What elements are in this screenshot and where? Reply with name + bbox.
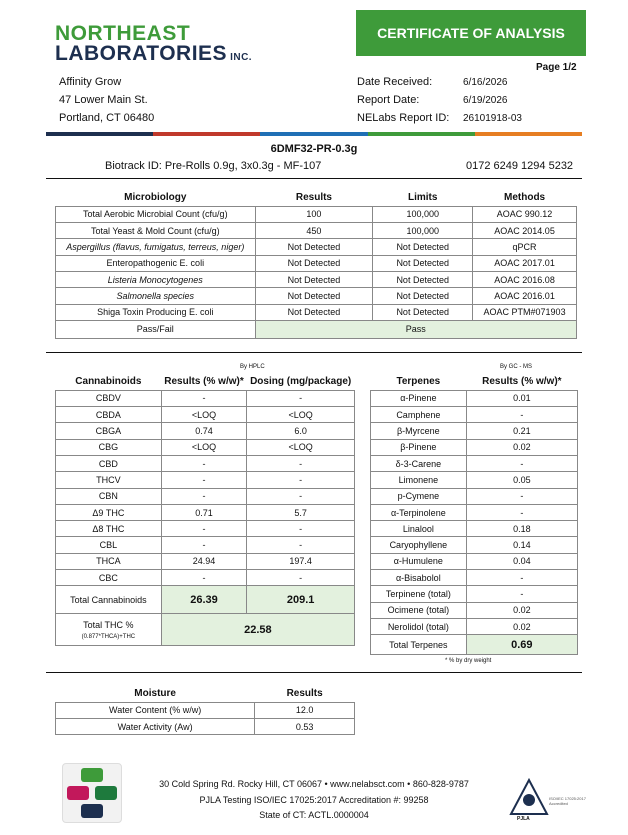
result-cell: 0.53 [255, 719, 355, 735]
table-row [371, 390, 578, 406]
col-header: Moisture [134, 688, 176, 700]
footer-state-license: State of CT: ACTL.0000004 [259, 810, 369, 820]
color-bar [46, 132, 582, 136]
logo-laboratories-text: LABORATORIES [55, 42, 228, 65]
result-cell: 100 [255, 206, 373, 222]
result-cell: - [161, 455, 247, 471]
dosing-cell: 6.0 [247, 423, 355, 439]
table-row [56, 423, 355, 439]
table-row [371, 488, 578, 504]
table-row [371, 423, 578, 439]
terpenes-table [370, 374, 578, 655]
table-header-row [56, 190, 577, 206]
sample-id: 6DMF32-PR-0.3g [270, 143, 358, 155]
col-header: Results (% w/w)* [482, 376, 562, 388]
dry-weight-footnote: * % by dry weight [445, 658, 492, 664]
method-cell: AOAC 2014.05 [473, 223, 577, 239]
table-row [56, 488, 355, 504]
result-cell: Not Detected [255, 271, 373, 287]
terpene-name-cell: Linalool [371, 521, 467, 537]
result-cell: Not Detected [255, 239, 373, 255]
method-cell: AOAC 2016.01 [473, 288, 577, 304]
iso-mark: ISO/IEC 17025:2017 Accredited [549, 796, 586, 806]
moisture-table [55, 686, 355, 735]
result-cell: 24.94 [161, 553, 247, 569]
test-name-cell: Aspergillus (flavus, fumigatus, terreus, niger) [56, 239, 256, 255]
client-name: Affinity Grow [59, 76, 122, 88]
dosing-cell: 5.7 [247, 504, 355, 520]
test-name-cell: Salmonella species [56, 288, 256, 304]
result-cell: 12.0 [255, 702, 355, 718]
client-address2: Portland, CT 06480 [59, 112, 155, 124]
result-cell: - [466, 570, 577, 586]
terpene-name-cell: Ocimene (total) [371, 602, 467, 618]
result-cell: - [466, 586, 577, 602]
total-cannabinoids-row [56, 586, 355, 614]
pass-fail-row [56, 320, 577, 338]
test-name-cell: Shiga Toxin Producing E. coli [56, 304, 256, 320]
test-name-cell: Total Yeast & Mold Count (cfu/g) [56, 223, 256, 239]
table-row [371, 602, 578, 618]
date-received-value: 6/16/2026 [463, 77, 508, 88]
dosing-cell: <LOQ [247, 439, 355, 455]
table-row [56, 455, 355, 471]
result-cell: 0.04 [466, 553, 577, 569]
logo-inc: INC. [230, 52, 253, 63]
color-bar-segment [46, 132, 153, 136]
limit-cell: Not Detected [373, 239, 473, 255]
col-header: Limits [407, 192, 438, 204]
col-header: Results [295, 192, 332, 204]
test-name-cell: Listeria Monocytogenes [56, 271, 256, 287]
result-cell: 0.02 [466, 439, 577, 455]
report-id-label: NELabs Report ID: [357, 112, 450, 124]
result-cell: - [161, 390, 247, 406]
col-header: Microbiology [124, 192, 187, 204]
total-cannabinoids-label: Total Cannabinoids [56, 586, 162, 614]
result-cell: 0.71 [161, 504, 247, 520]
terpene-name-cell: Camphene [371, 407, 467, 423]
table-row [56, 271, 577, 287]
result-cell: - [466, 504, 577, 520]
moisture-test-cell: Water Content (% w/w) [56, 702, 255, 718]
table-row [371, 553, 578, 569]
test-name-cell: Total Aerobic Microbial Count (cfu/g) [56, 206, 256, 222]
cannabinoid-name-cell: Δ9 THC [56, 504, 162, 520]
result-cell: 0.18 [466, 521, 577, 537]
logo-laboratories [55, 42, 252, 66]
result-cell: 0.01 [466, 390, 577, 406]
test-name-cell: Enteropathogenic E. coli [56, 255, 256, 271]
result-cell: - [466, 455, 577, 471]
result-cell: 0.05 [466, 472, 577, 488]
col-header: Terpenes [396, 376, 441, 388]
total-thc-label [56, 614, 162, 646]
limit-cell: Not Detected [373, 271, 473, 287]
table-row [371, 439, 578, 455]
cannabinoid-name-cell: THCA [56, 553, 162, 569]
total-cannabinoids-result: 26.39 [161, 586, 247, 614]
total-terpenes-value: 0.69 [466, 635, 577, 655]
result-cell: 0.02 [466, 618, 577, 634]
terpene-name-cell: δ-3-Carene [371, 455, 467, 471]
total-thc-formula: (0.877*THCA)+THC [81, 633, 136, 640]
dosing-cell: - [247, 488, 355, 504]
terpene-name-cell: p-Cymene [371, 488, 467, 504]
terpene-name-cell: α-Bisabolol [371, 570, 467, 586]
cannabinoid-name-cell: CBDV [56, 390, 162, 406]
result-cell: 450 [255, 223, 373, 239]
table-header-row [56, 374, 355, 390]
table-row [371, 472, 578, 488]
table-row [56, 439, 355, 455]
table-row [56, 206, 577, 222]
limit-cell: Not Detected [373, 304, 473, 320]
result-cell: - [466, 407, 577, 423]
cannabinoids-table [55, 374, 355, 646]
table-row [56, 255, 577, 271]
color-bar-segment [368, 132, 475, 136]
result-cell: - [466, 488, 577, 504]
table-row [371, 537, 578, 553]
table-row [56, 537, 355, 553]
table-row [371, 455, 578, 471]
result-cell: - [161, 570, 247, 586]
table-header-row [371, 374, 578, 390]
table-row [56, 570, 355, 586]
col-header: Dosing (mg/package) [250, 376, 352, 388]
page-number: Page 1/2 [536, 62, 577, 73]
result-cell: Not Detected [255, 304, 373, 320]
result-cell: 0.21 [466, 423, 577, 439]
report-date-label: Report Date: [357, 94, 420, 106]
terpene-name-cell: α-Terpinolene [371, 504, 467, 520]
table-row [371, 586, 578, 602]
result-cell: <LOQ [161, 439, 247, 455]
result-cell: 0.74 [161, 423, 247, 439]
limit-cell: 100,000 [373, 223, 473, 239]
footer-address: 30 Cold Spring Rd. Rocky Hill, CT 06067 • www.nelabsct.com • 860-828-9787 [159, 779, 469, 789]
table-row [56, 521, 355, 537]
table-row [371, 407, 578, 423]
table-row [56, 288, 577, 304]
result-cell: - [161, 488, 247, 504]
result-cell: Not Detected [255, 255, 373, 271]
col-header: Results [286, 688, 323, 700]
result-cell: - [161, 537, 247, 553]
terpene-name-cell: α-Pinene [371, 390, 467, 406]
table-row [56, 702, 355, 718]
divider [46, 672, 582, 673]
limit-cell: Not Detected [373, 288, 473, 304]
total-terpenes-row [371, 635, 578, 655]
terpene-name-cell: Limonene [371, 472, 467, 488]
col-header: Cannabinoids [75, 376, 142, 388]
table-row [56, 553, 355, 569]
method-cell: qPCR [473, 239, 577, 255]
table-row [371, 521, 578, 537]
cannabinoid-name-cell: CBGA [56, 423, 162, 439]
cannabinoid-name-cell: CBC [56, 570, 162, 586]
result-cell: 0.02 [466, 602, 577, 618]
cannabinoid-name-cell: THCV [56, 472, 162, 488]
color-bar-segment [260, 132, 367, 136]
dosing-cell: <LOQ [247, 407, 355, 423]
result-cell: Not Detected [255, 288, 373, 304]
pjla-accreditation-logo [505, 774, 591, 824]
result-cell: 0.14 [466, 537, 577, 553]
terpene-name-cell: Terpinene (total) [371, 586, 467, 602]
report-id-value: 26101918-03 [463, 113, 522, 124]
total-thc-row [56, 614, 355, 646]
table-row [371, 618, 578, 634]
method-cell: AOAC 990.12 [473, 206, 577, 222]
table-row [371, 504, 578, 520]
table-header-row [56, 686, 355, 702]
table-row [56, 472, 355, 488]
total-cannabinoids-dosing: 209.1 [247, 586, 355, 614]
table-row [56, 719, 355, 735]
cannabinoid-name-cell: CBL [56, 537, 162, 553]
result-cell: - [161, 521, 247, 537]
footer-accreditation: PJLA Testing ISO/IEC 17025:2017 Accreditation #: 99258 [199, 795, 429, 805]
batch-number: 0172 6249 1294 5232 [466, 160, 574, 172]
total-thc-label-text: Total THC % [83, 619, 134, 630]
document-title: CERTIFICATE OF ANALYSIS [356, 10, 586, 56]
dosing-cell: - [247, 472, 355, 488]
col-header: Results (% w/w)* [164, 376, 244, 388]
cannabinoid-name-cell: CBN [56, 488, 162, 504]
col-header: Methods [504, 192, 546, 204]
terpene-name-cell: Caryophyllene [371, 537, 467, 553]
method-cell: AOAC PTM#071903 [473, 304, 577, 320]
result-cell: <LOQ [161, 407, 247, 423]
table-row [56, 407, 355, 423]
dosing-cell: - [247, 521, 355, 537]
table-row [56, 304, 577, 320]
divider [46, 178, 582, 179]
pass-fail-label: Pass/Fail [56, 320, 256, 338]
cannabinoid-name-cell: CBDA [56, 407, 162, 423]
terpene-name-cell: α-Humulene [371, 553, 467, 569]
terpene-name-cell: Nerolidol (total) [371, 618, 467, 634]
gcms-method-note: By GC - MS [500, 364, 533, 370]
biotrack-id: Biotrack ID: Pre-Rolls 0.9g, 3x0.3g - MF-107 [105, 160, 322, 172]
pass-fail-value: Pass [255, 320, 576, 338]
dosing-cell: - [247, 390, 355, 406]
pjla-mark: PJLA [517, 816, 530, 822]
limit-cell: Not Detected [373, 255, 473, 271]
terpene-name-cell: β-Pinene [371, 439, 467, 455]
logo-northeast: NORTHEAST [55, 22, 191, 45]
color-bar-segment [153, 132, 260, 136]
cannabinoid-name-cell: CBG [56, 439, 162, 455]
total-thc-value: 22.58 [161, 614, 354, 646]
table-row [56, 390, 355, 406]
dosing-cell: - [247, 570, 355, 586]
report-date-value: 6/19/2026 [463, 95, 508, 106]
table-row [371, 570, 578, 586]
method-cell: AOAC 2017.01 [473, 255, 577, 271]
terpene-name-cell: β-Myrcene [371, 423, 467, 439]
date-received-label: Date Received: [357, 76, 433, 88]
color-bar-segment [475, 132, 582, 136]
hplc-method-note: By HPLC [240, 364, 265, 370]
moisture-test-cell: Water Activity (Aw) [56, 719, 255, 735]
total-terpenes-label: Total Terpenes [371, 635, 467, 655]
client-address1: 47 Lower Main St. [59, 94, 148, 106]
dosing-cell: - [247, 537, 355, 553]
result-cell: - [161, 472, 247, 488]
cannabinoid-name-cell: Δ8 THC [56, 521, 162, 537]
table-row [56, 504, 355, 520]
table-row [56, 239, 577, 255]
dosing-cell: 197.4 [247, 553, 355, 569]
limit-cell: 100,000 [373, 206, 473, 222]
dosing-cell: - [247, 455, 355, 471]
table-row [56, 223, 577, 239]
microbiology-table [55, 190, 577, 339]
divider [46, 352, 582, 353]
method-cell: AOAC 2016.08 [473, 271, 577, 287]
cannabinoid-name-cell: CBD [56, 455, 162, 471]
